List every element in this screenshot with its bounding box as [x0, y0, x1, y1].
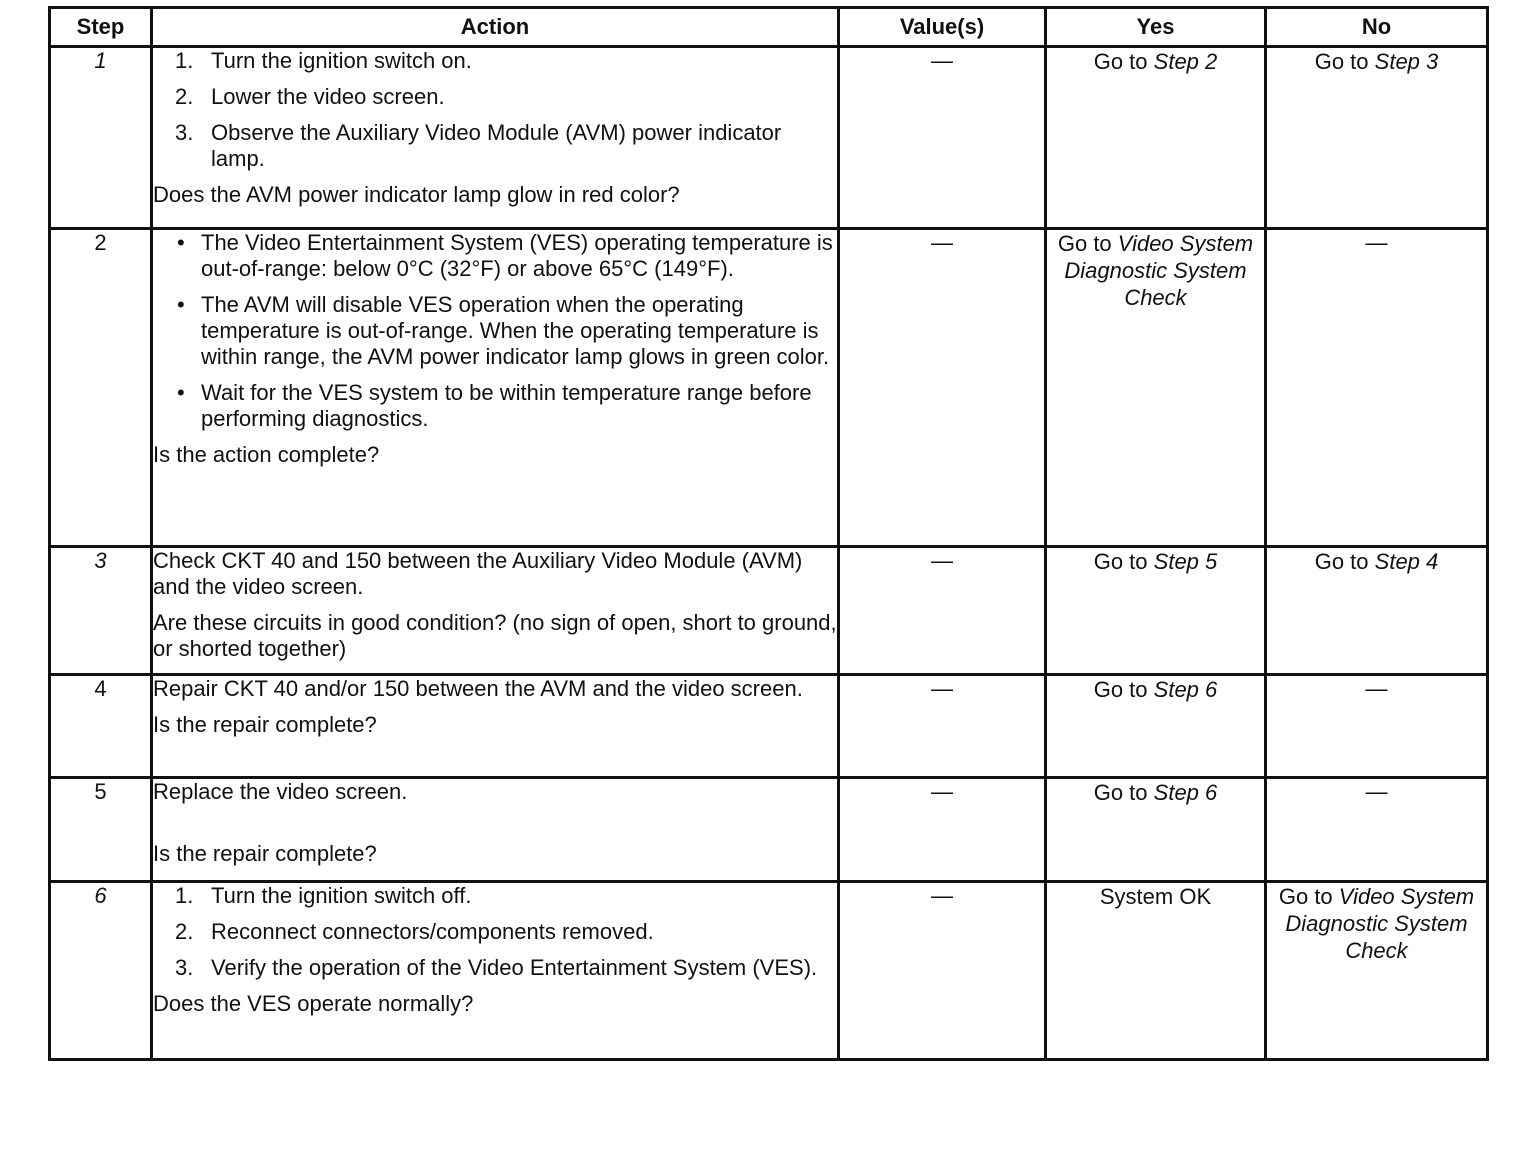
no-cell: Go to Video System Diagnostic System Check	[1266, 882, 1488, 1060]
value-cell: —	[839, 229, 1046, 547]
yes-cell: Go to Step 6	[1046, 778, 1266, 882]
action-cell	[152, 778, 839, 882]
value-cell: —	[839, 675, 1046, 778]
action-step: 3. Verify the operation of the Video Entertainment System (VES).	[175, 955, 818, 980]
header-action: Action	[152, 8, 839, 47]
yes-cell: Go to Step 2	[1046, 47, 1266, 229]
step-number: 5	[50, 778, 152, 882]
header-yes: Yes	[1046, 8, 1266, 47]
no-cell: —	[1266, 229, 1488, 547]
action-bullet: • The AVM will disable VES operation when the operating temperature is out-of-range. When the operating temperature is within range, the AVM power indicator lamp glows in green color.	[177, 292, 830, 369]
action-bullet: • The Video Entertainment System (VES) operating temperature is out-of-range: below 0°C (32°F) or above 65°C (149°F).	[177, 230, 833, 281]
action-cell	[152, 882, 839, 1060]
action-question: Does the AVM power indicator lamp glow in red color?	[153, 182, 680, 207]
action-cell	[152, 547, 839, 675]
procedure-reference: Video System Diagnostic System Check	[1285, 884, 1475, 963]
step-reference: Step 4	[1374, 549, 1439, 574]
yes-cell: System OK	[1046, 882, 1266, 1060]
no-cell: —	[1266, 778, 1488, 882]
action-bullet: • Wait for the VES system to be within temperature range before performing diagnostics.	[177, 380, 812, 431]
value-cell: —	[839, 47, 1046, 229]
table-row	[50, 547, 1488, 675]
value-cell: —	[839, 882, 1046, 1060]
action-cell	[152, 675, 839, 778]
procedure-reference: Video System Diagnostic System Check	[1064, 231, 1254, 310]
action-step: 1. Turn the ignition switch off.	[175, 883, 472, 908]
action-step: 1. Turn the ignition switch on.	[175, 48, 472, 73]
action-text: Replace the video screen.	[153, 779, 408, 804]
step-reference: Step 2	[1153, 49, 1218, 74]
action-cell	[152, 229, 839, 547]
yes-cell: Go to Video System Diagnostic System Check	[1046, 229, 1266, 547]
action-cell	[152, 47, 839, 229]
header-values: Value(s)	[839, 8, 1046, 47]
action-text: Repair CKT 40 and/or 150 between the AVM and the video screen.	[153, 676, 803, 701]
no-cell: Go to Step 3	[1266, 47, 1488, 229]
step-number: 3	[50, 547, 152, 675]
action-text: Check CKT 40 and 150 between the Auxiliary Video Module (AVM) and the video screen.	[153, 548, 803, 599]
table-row	[50, 778, 1488, 882]
step-reference: Step 3	[1374, 49, 1439, 74]
diagnostic-table	[48, 6, 1489, 1061]
step-reference: Step 5	[1153, 549, 1218, 574]
step-reference: Step 6	[1153, 780, 1218, 805]
step-reference: Step 6	[1153, 677, 1218, 702]
action-question: Does the VES operate normally?	[153, 991, 474, 1016]
step-number: 1	[50, 47, 152, 229]
yes-cell: Go to Step 6	[1046, 675, 1266, 778]
action-steps	[153, 48, 837, 172]
action-step: 3. Observe the Auxiliary Video Module (AVM) power indicator lamp.	[175, 120, 782, 171]
step-number: 6	[50, 882, 152, 1060]
value-cell: —	[839, 778, 1046, 882]
step-number: 2	[50, 229, 152, 547]
header-no: No	[1266, 8, 1488, 47]
table-row	[50, 882, 1488, 1060]
table-row	[50, 229, 1488, 547]
no-cell: Go to Step 4	[1266, 547, 1488, 675]
action-question: Is the action complete?	[153, 442, 380, 467]
table-row	[50, 675, 1488, 778]
header-row	[50, 8, 1488, 47]
value-cell: —	[839, 547, 1046, 675]
action-step: 2. Reconnect connectors/components removed.	[175, 919, 654, 944]
action-step: 2. Lower the video screen.	[175, 84, 445, 109]
no-cell: —	[1266, 675, 1488, 778]
table-row	[50, 47, 1488, 229]
step-number: 4	[50, 675, 152, 778]
action-question: Is the repair complete?	[153, 841, 377, 866]
action-steps	[153, 883, 837, 981]
yes-cell: Go to Step 5	[1046, 547, 1266, 675]
action-question: Are these circuits in good condition? (no sign of open, short to ground, or shorted together)	[153, 610, 837, 661]
header-step: Step	[50, 8, 152, 47]
action-question: Is the repair complete?	[153, 712, 377, 737]
action-bullets	[153, 230, 837, 432]
